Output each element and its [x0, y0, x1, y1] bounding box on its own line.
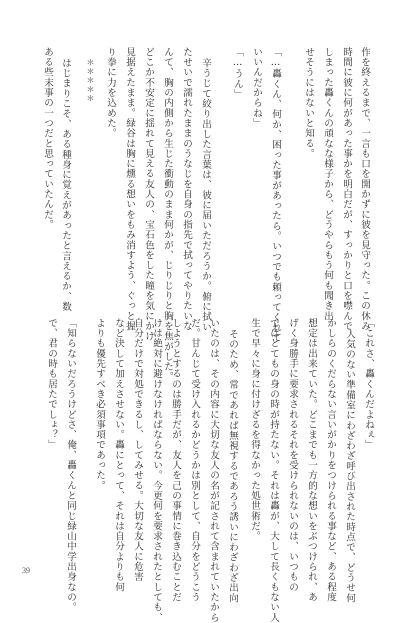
text-column: 「知らないだろうけどさ、俺、轟くんと同じ緑山中学出身なの。: [65, 318, 76, 613]
text-column: いたのは、その内容に大切な友人の名が記されて含まれていたから: [208, 318, 219, 623]
text-column: 生で早々に身に付けざるを得なかった処世術だ。: [249, 318, 260, 542]
text-column: そのため、常であれば無視するであろう誘いにわざわざ出向: [227, 329, 238, 604]
text-column: げく身勝手に要求されるそれを受けられないのは、いつもの: [287, 318, 298, 593]
text-column: けは絶対に避けなければならない。今更何を要求されたとしても、: [151, 318, 162, 623]
text-column: かしらのくだらない言いがかりをつけられる事など、ある程度: [325, 318, 336, 603]
text-column: 想定は出来ていた。どこまでも一方的な想いをぶつけられ、あ: [306, 318, 317, 603]
text-column: 「…うん」: [232, 47, 243, 100]
text-column: ではとてもの身の時が持たない。それは轟が、大して長くもない人: [268, 318, 279, 623]
text-column: たせいで濡れたままのうなじを自身の指先で拭ってやりたいな: [181, 47, 192, 332]
text-column: 自分だけで対処できるし、してみせる。大切な友人に危害: [132, 318, 143, 582]
text-column: どこか不安定に揺れて見える友人の、宝石色をした瞳を気にかけ: [143, 47, 154, 342]
text-column: 「これさ、轟くんだよねぇ」: [363, 318, 374, 450]
text-column: ある些末事の一つだと思っていたんだ。: [42, 47, 53, 230]
text-column: 見据えたまま。緑谷は胸に燻る想いをもみ消すよう、ぐっと握: [124, 47, 135, 332]
page-number: 39: [22, 566, 30, 575]
text-column: で、君の時も居たでしょ？」: [46, 318, 57, 450]
text-column: よりも優先すべき必須事項であった。: [94, 318, 105, 491]
text-column: んて、胸の内側から生じた衝動のまま何かが、じりじりと胸を焦がした。: [162, 47, 173, 382]
text-column: 辛うじて絞り出した言葉は、彼に届いただろうか。俯に拭い: [200, 58, 211, 333]
text-column: 作を終えるまで、一言も口を開かずに彼を見守った。この休み: [359, 47, 370, 332]
text-column: だ。甘んじて受け入れるかどうかは別として、自分をどうこう: [189, 318, 200, 603]
text-column: など決して加えさせない。轟にとって、それは自分よりも何: [113, 318, 124, 593]
text-column: 時間に彼に何があった事かを明白だが、すっかりと口を噤んで: [341, 47, 352, 332]
text-column: いいんだからね」: [251, 47, 262, 129]
text-column: しようとするのは勝手だが、友人を己の事情に巻き込むことだ: [170, 318, 181, 603]
text-column: せそうにはないと知る。: [303, 47, 314, 159]
text-column: しまった轟くんの頑なな様子から、どうやらもう何も聞き出: [322, 47, 333, 322]
text-column: 人気のない準備室にわざわざ呼び出された時点で、どうせ何: [344, 329, 355, 604]
text-column: はじまりこそ、ある種身に覚えがあったと言えるか、数: [60, 58, 71, 312]
section-separator: ＊＊＊＊＊: [86, 58, 95, 103]
text-column: り拳に力を込めた。: [105, 47, 116, 139]
text-column: 「…轟くん、何か、困った事があったら。いつでも頼ってくれて: [270, 47, 281, 343]
